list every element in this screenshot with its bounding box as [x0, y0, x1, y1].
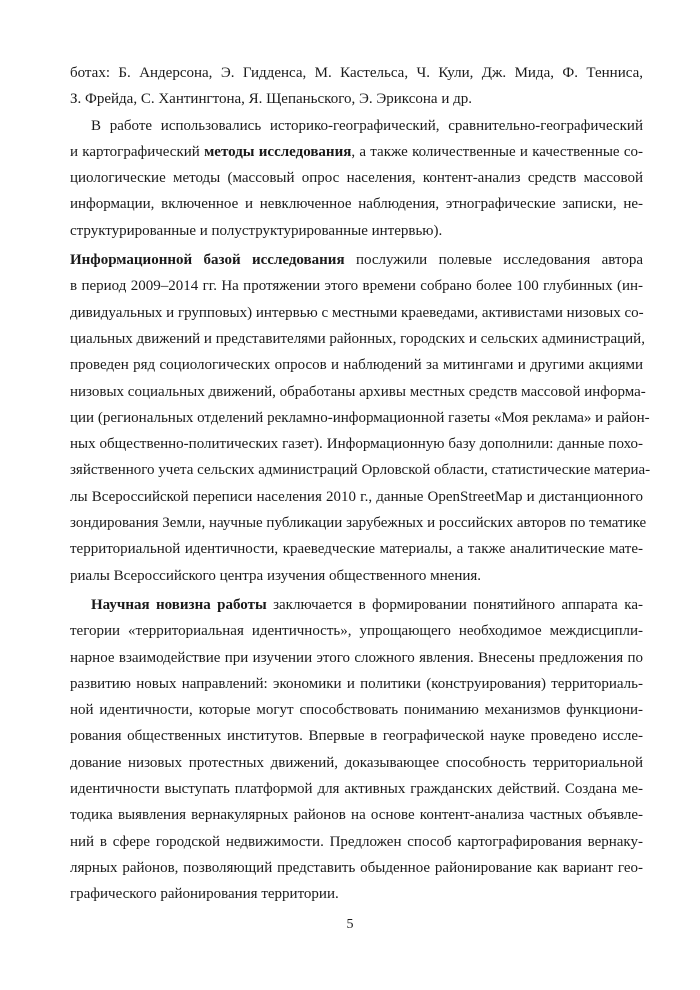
text-line	[70, 592, 643, 618]
text-line	[70, 247, 643, 273]
text-line: информации, включенное и невключенное наблюдения, этнографические записки, не-	[70, 196, 643, 213]
page-number: 5	[346, 917, 354, 932]
paragraph-methods	[70, 113, 643, 244]
text-line: В работе использовались историко-географический, сравнительно-географический	[91, 117, 643, 134]
text-line: ных общественно-политических газет). Информационную базу дополнили: данные похо-	[70, 436, 643, 453]
text-line: циологические методы (массовый опрос населения, контент-анализ средств массовой	[70, 170, 643, 187]
text-line: графического районирования территории.	[70, 886, 339, 903]
text-line: ной идентичности, которые могут способствовать пониманию механизмов функциони-	[70, 702, 643, 719]
text-line: тегории «территориальная идентичность», упрощающего необходимое междисципли-	[70, 623, 643, 640]
text-line: дование низовых протестных движений, доказывающее способность территориальной	[70, 754, 643, 771]
text-line: в период 2009–2014 гг. На протяжении этого времени собрано более 100 глубинных (ин-	[70, 278, 643, 295]
text-line: З. Фрейда, С. Хантингтона, Я. Щепаньского, Э. Эриксона и др.	[70, 91, 472, 108]
text-line: циальных движений и представителями районных, городских и сельских администраций,	[70, 330, 645, 347]
text-line: зяйственного учета сельских администраций Орловской области, статистические материа-	[70, 462, 651, 479]
text-line: территориальной идентичности, краеведческие материалы, а также аналитические мате-	[70, 541, 643, 558]
paragraph-authors-continuation	[70, 60, 643, 113]
bold-term-scientific-novelty: Научная новизна работы	[91, 596, 267, 613]
document-page	[70, 60, 651, 908]
text-line: рования общественных институтов. Впервые в географической науке проведено иссле-	[70, 728, 643, 745]
text-line: развитию новых направлений: экономики и политики (конструирования) территориаль-	[70, 675, 643, 692]
text-run: послужили полевые исследования автора	[344, 252, 643, 269]
text-line: лы Всероссийской переписи населения 2010 г., данные OpenStreetMap и дистанционного	[70, 488, 643, 505]
text-line: тодика выявления вернакулярных районов на основе контент-анализа частных объявле-	[70, 807, 643, 824]
paragraph-scientific-novelty	[70, 592, 643, 908]
text-line: ции (региональных отделений рекламно-информационной газеты «Моя реклама» и район-	[70, 409, 650, 426]
text-line: проведен ряд социологических опросов и наблюдений за митингами и другими акциями	[70, 357, 643, 374]
text-run: заключается в формировании понятийного аппарата ка-	[266, 596, 643, 613]
text-line	[70, 139, 643, 165]
text-line: дивидуальных и групповых) интервью с местными краеведами, активистами низовых со-	[70, 304, 644, 321]
text-line: нарное взаимодействие при изучении этого сложного явления. Внесены предложения по	[70, 649, 643, 666]
text-line: ботах: Б. Андерсона, Э. Гидденса, М. Кастельса, Ч. Кули, Дж. Мида, Ф. Тенниса,	[70, 65, 643, 81]
text-line: лярных районов, позволяющий представить обыденное районирование как вариант гео-	[70, 859, 643, 876]
bold-term-methods: методы исследования	[204, 143, 352, 160]
text-line: идентичности выступать платформой для активных гражданских действий. Создана ме-	[70, 781, 643, 798]
text-line: структурированные и полуструктурированные интервью).	[70, 222, 443, 239]
text-line: низовых социальных движений, обработаны архивы местных средств массовой информа-	[70, 383, 646, 400]
paragraph-information-base	[70, 247, 651, 589]
text-line: ний в сфере городской недвижимости. Предложен способ картографирования вернаку-	[70, 833, 643, 850]
text-run: , а также количественные и качественные со-	[351, 143, 644, 160]
bold-term-information-base: Информационной базой исследования	[70, 252, 345, 269]
text-line: зондирования Земли, научные публикации зарубежных и российских авторов по тематике	[70, 515, 647, 532]
text-run: и картографический	[70, 143, 205, 160]
text-line: риалы Всероссийского центра изучения общественного мнения.	[70, 567, 482, 584]
